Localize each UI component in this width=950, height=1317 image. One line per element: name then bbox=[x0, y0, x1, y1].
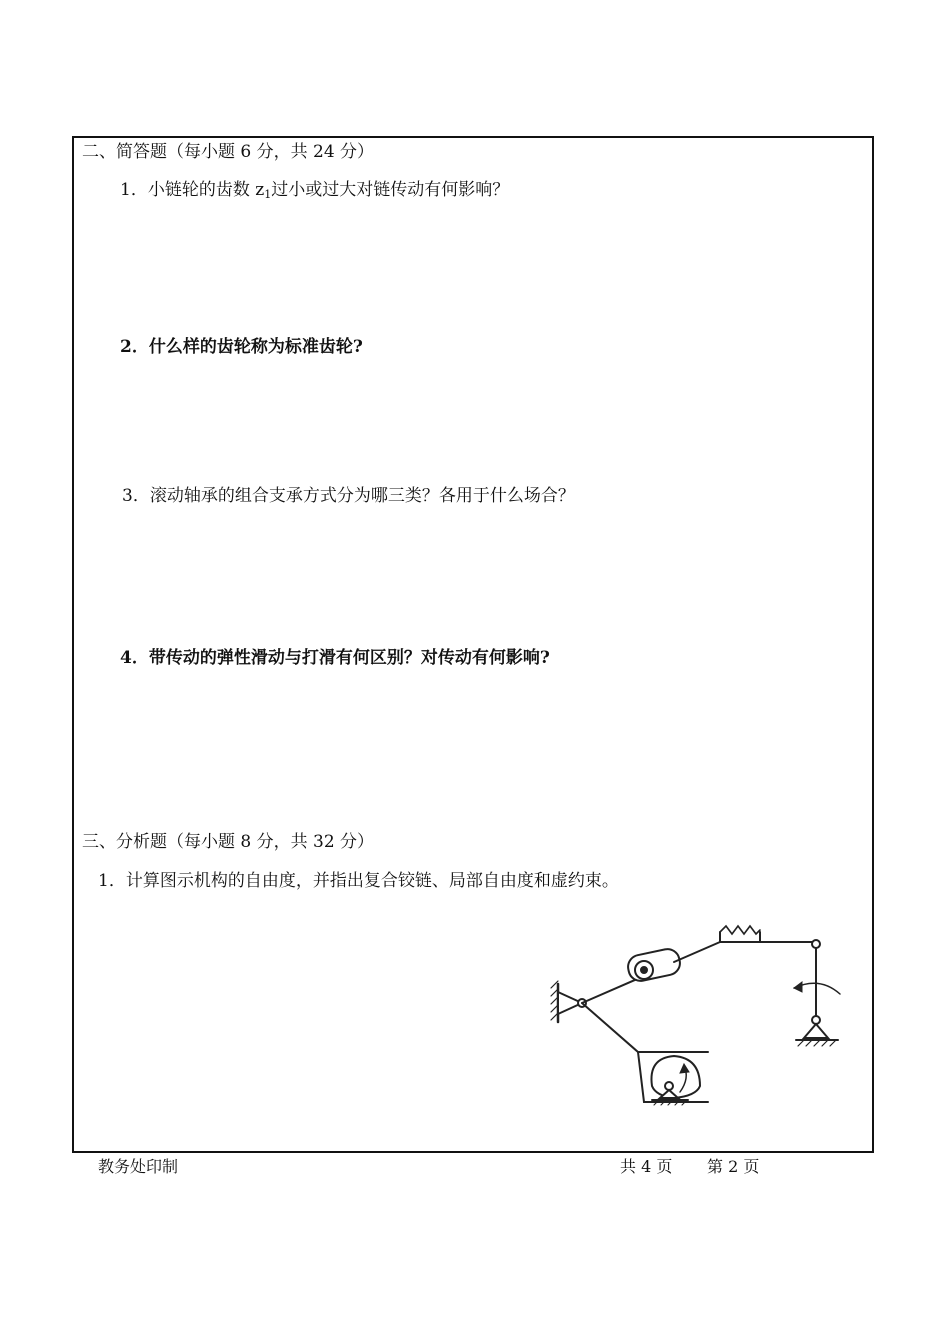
footer-total-pages: 共 4 页 bbox=[620, 1157, 673, 1176]
question-2-1-text-b: 过小或过大对链传动有何影响？ bbox=[271, 180, 510, 200]
question-3-1: 1．计算图示机构的自由度，并指出复合铰链、局部自由度和虚约束。 bbox=[98, 871, 619, 891]
question-2-1 bbox=[120, 180, 509, 205]
question-2-1-subscript: 1 bbox=[264, 188, 272, 201]
section3-heading: 三、分析题（每小题 8 分，共 32 分） bbox=[82, 832, 375, 852]
question-2-2: 2．什么样的齿轮称为标准齿轮? bbox=[120, 337, 363, 357]
footer-printer: 教务处印制 bbox=[98, 1157, 179, 1176]
footer-page-number: 第 2 页 bbox=[707, 1157, 760, 1176]
mechanism-diagram bbox=[548, 918, 848, 1118]
question-2-1-text-a: 小链轮的齿数 z bbox=[147, 180, 265, 200]
question-2-3: 3．滚动轴承的组合支承方式分为哪三类？各用于什么场合？ bbox=[122, 486, 575, 506]
question-2-1-number: 1． bbox=[120, 180, 148, 200]
section2-heading: 二、简答题（每小题 6 分，共 24 分） bbox=[82, 142, 375, 162]
question-2-4: 4．带传动的弹性滑动与打滑有何区别？对传动有何影响? bbox=[120, 648, 550, 668]
